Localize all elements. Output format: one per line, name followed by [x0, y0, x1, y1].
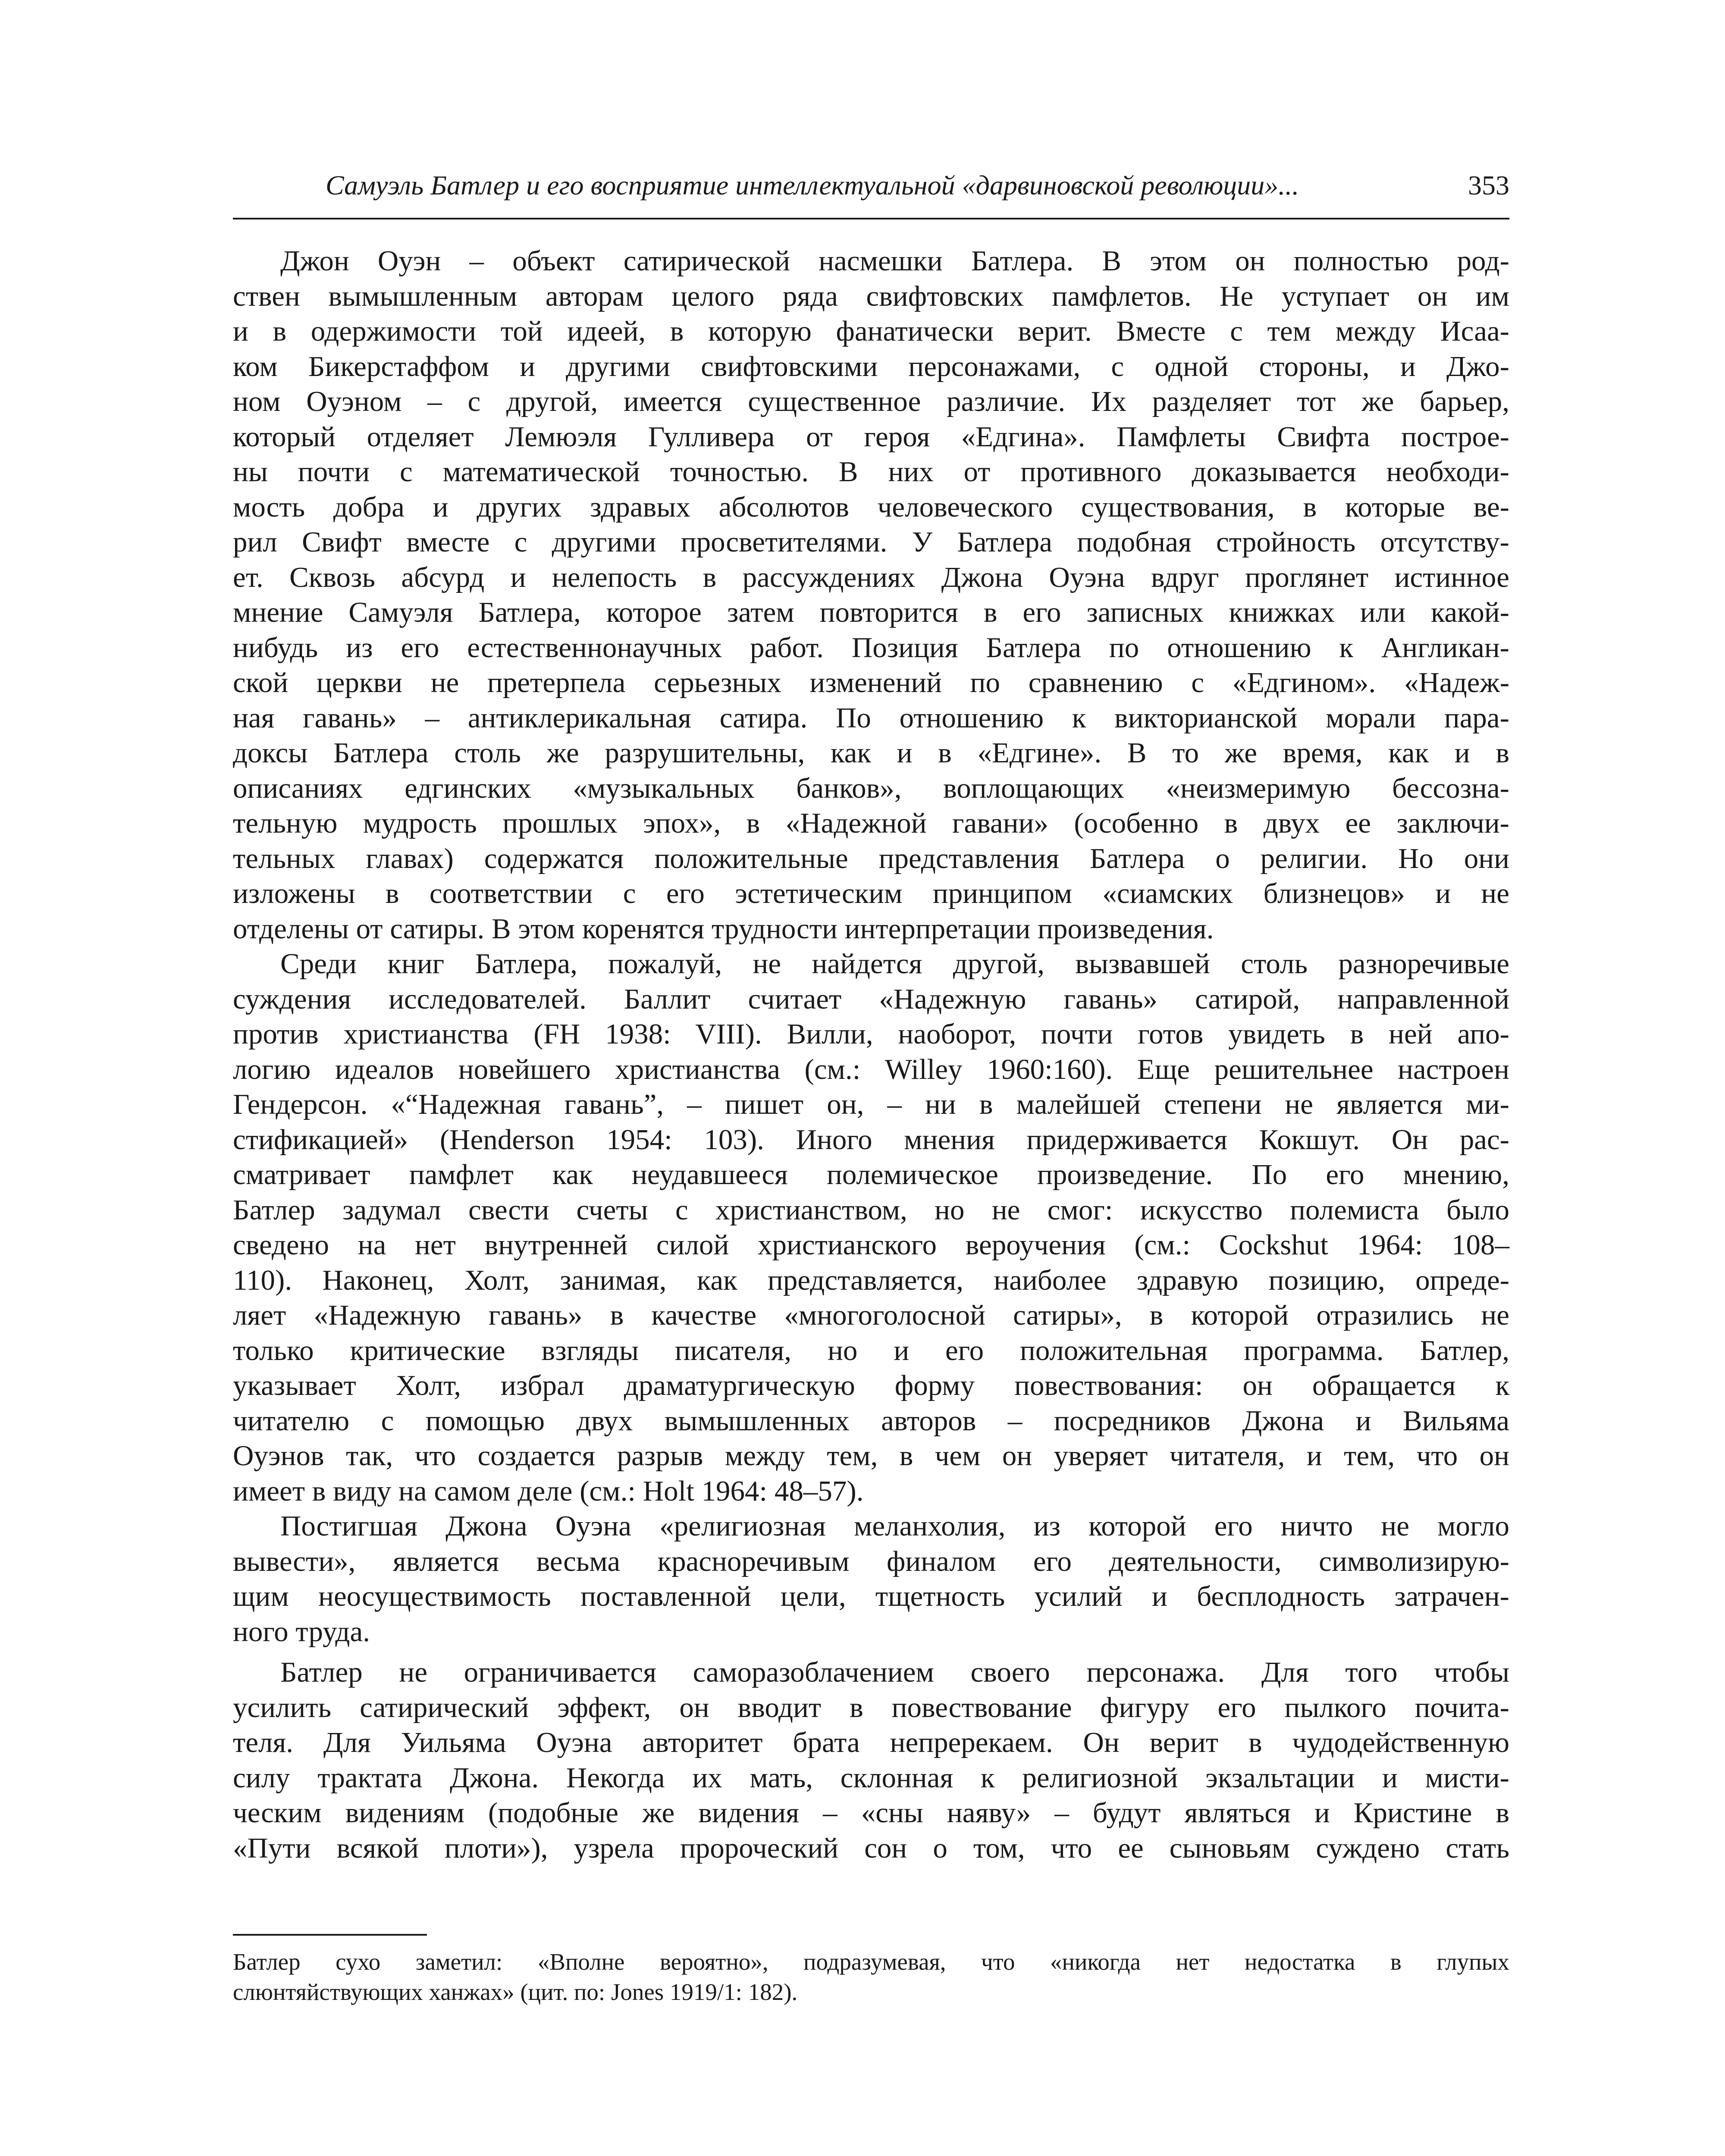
text-line: мость добра и других здравых абсолютов человеческого существования, в которые ве-: [233, 491, 1509, 523]
text-line: нибудь из его естественнонаучных работ. Позиция Батлера по отношению к Англикан-: [233, 631, 1509, 664]
text-line: Гендерсон. «“Надежная гавань”, – пишет он, – ни в малейшей степени не является ми-: [233, 1088, 1509, 1120]
text-line: теля. Для Уильяма Оуэна авторитет брата непререкаем. Он верит в чудодейственную: [233, 1727, 1509, 1758]
text-line: сведено на нет внутренней силой христианского вероучения (см.: Cockshut 1964: 108–: [233, 1229, 1509, 1261]
text-line: изложены в соответствии с его эстетическим принципом «сиамских близнецов» и не: [233, 877, 1509, 909]
page-number: 353: [1468, 170, 1509, 201]
text-line: тельную мудрость прошлых эпох», в «Надежной гавани» (особенно в двух ее заключи-: [233, 807, 1509, 839]
text-line: Батлер не ограничивается саморазоблачением своего персонажа. Для того чтобы: [280, 1656, 1509, 1688]
text-line: суждения исследователей. Баллит считает «Надежную гавань» сатирой, направленной: [233, 983, 1509, 1015]
text-line: Оуэнов так, что создается разрыв между тем, в чем он уверяет читателя, и тем, что он: [233, 1440, 1509, 1472]
text-line: мнение Самуэля Батлера, которое затем повторится в его записных книжках или какой-: [233, 596, 1509, 628]
text-line: тельных главах) содержатся положительные представления Батлера о религии. Но они: [233, 842, 1509, 874]
footnote: [233, 1947, 1509, 2007]
running-head: [233, 166, 1509, 219]
text-line: указывает Холт, избрал драматургическую форму повествования: он обращается к: [233, 1369, 1509, 1401]
body-text: [233, 244, 1509, 1866]
paragraph: [233, 244, 1509, 946]
text-line: силу трактата Джона. Некогда их мать, склонная к религиозной экзальтации и мисти-: [233, 1761, 1509, 1794]
text-line: ны почти с математической точностью. В них от противного доказывается необходи-: [233, 456, 1509, 488]
footnote-line: Батлер сухо заметил: «Вполне вероятно», подразумевая, что «никогда нет недостатка в глупых: [233, 1949, 1509, 1975]
text-line: логию идеалов новейшего христианства (см.: Willey 1960:160). Еще решительнее настроен: [233, 1053, 1509, 1085]
text-line: «Пути всякой плоти»), узрела пророческий сон о том, что ее сыновьям суждено стать: [233, 1832, 1509, 1864]
text-line: Постигшая Джона Оуэна «религиозная меланхолия, из которой его ничто не могло: [280, 1510, 1509, 1542]
text-line: доксы Батлера столь же разрушительны, как и в «Едгине». В то же время, как и в: [233, 737, 1509, 769]
text-line: сматривает памфлет как неудавшееся полемическое произведение. По его мнению,: [233, 1159, 1509, 1191]
footnote-line: слюнтяйствующих ханжах» (цит. по: Jones 1919/1: 182).: [233, 1979, 798, 2005]
text-line: который отделяет Лемюэля Гулливера от героя «Едгина». Памфлеты Свифта построе-: [233, 420, 1509, 453]
text-line: ской церкви не претерпела серьезных изменений по сравнению с «Едгином». «Надеж-: [233, 667, 1509, 699]
text-line: описаниях едгинских «музыкальных банков», воплощающих «неизмеримую бессозна-: [233, 772, 1509, 804]
text-line: Батлер задумал свести счеты с христианством, но не смог: искусство полемиста было: [233, 1194, 1509, 1226]
paragraph: [233, 946, 1509, 1509]
text-line: ная гавань» – антиклерикальная сатира. По отношению к викторианской морали пара-: [233, 702, 1509, 734]
footnote-divider: [233, 1934, 427, 1936]
text-line: Джон Оуэн – объект сатирической насмешки Батлера. В этом он полностью род-: [280, 245, 1509, 277]
text-line: ствен вымышленным авторам целого ряда свифтовских памфлетов. Не уступает он им: [233, 280, 1509, 312]
text-line: усилить сатирический эффект, он вводит в повествование фигуру его пылкого почита-: [233, 1691, 1509, 1724]
text-line: имеет в виду на самом деле (см.: Holt 1964: 48–57).: [233, 1475, 864, 1507]
text-line: ного труда.: [233, 1615, 370, 1648]
text-line: рил Свифт вместе с другими просветителями. У Батлера подобная стройность отсутству-: [233, 526, 1509, 558]
text-line: только критические взгляды писателя, но и его положительная программа. Батлер,: [233, 1334, 1509, 1366]
text-line: ческим видениям (подобные же видения – «сны наяву» – будут являться и Кристине в: [233, 1797, 1509, 1829]
text-line: ком Бикерстаффом и другими свифтовскими персонажами, с одной стороны, и Джо-: [233, 350, 1509, 382]
text-line: Среди книг Батлера, пожалуй, не найдется другой, вызвавшей столь разноречивые: [280, 948, 1509, 980]
text-line: щим неосуществимость поставленной цели, тщетность усилий и бесплодность затрачен-: [233, 1580, 1509, 1612]
text-line: вывести», является весьма красноречивым финалом его деятельности, символизирую-: [233, 1545, 1509, 1577]
text-line: ном Оуэном – с другой, имеется существенное различие. Их разделяет тот же барьер,: [233, 385, 1509, 417]
text-line: против христианства (FH 1938: VIII). Вилли, наоборот, почти готов увидеть в ней апо-: [233, 1018, 1509, 1050]
text-line: 110). Наконец, Холт, занимая, как представляется, наиболее здравую позицию, опреде-: [233, 1264, 1509, 1296]
text-line: стификацией» (Henderson 1954: 103). Иного мнения придерживается Кокшут. Он рас-: [233, 1123, 1509, 1156]
paragraph: [233, 1509, 1509, 1649]
text-line: ет. Сквозь абсурд и нелепость в рассуждениях Джона Оуэна вдруг проглянет истинное: [233, 561, 1509, 593]
paragraph: [233, 1655, 1509, 1866]
text-line: и в одержимости той идеей, в которую фанатически верит. Вместе с тем между Исаа-: [233, 315, 1509, 347]
text-line: отделены от сатиры. В этом коренятся трудности интерпретации произведения.: [233, 912, 1214, 945]
running-title: Самуэль Батлер и его восприятие интеллектуальной «дарвиновской революции»...: [326, 170, 1299, 201]
text-line: читателю с помощью двух вымышленных авторов – посредников Джона и Вильяма: [233, 1404, 1509, 1437]
text-line: ляет «Надежную гавань» в качестве «многоголосной сатиры», в которой отразились не: [233, 1299, 1509, 1331]
